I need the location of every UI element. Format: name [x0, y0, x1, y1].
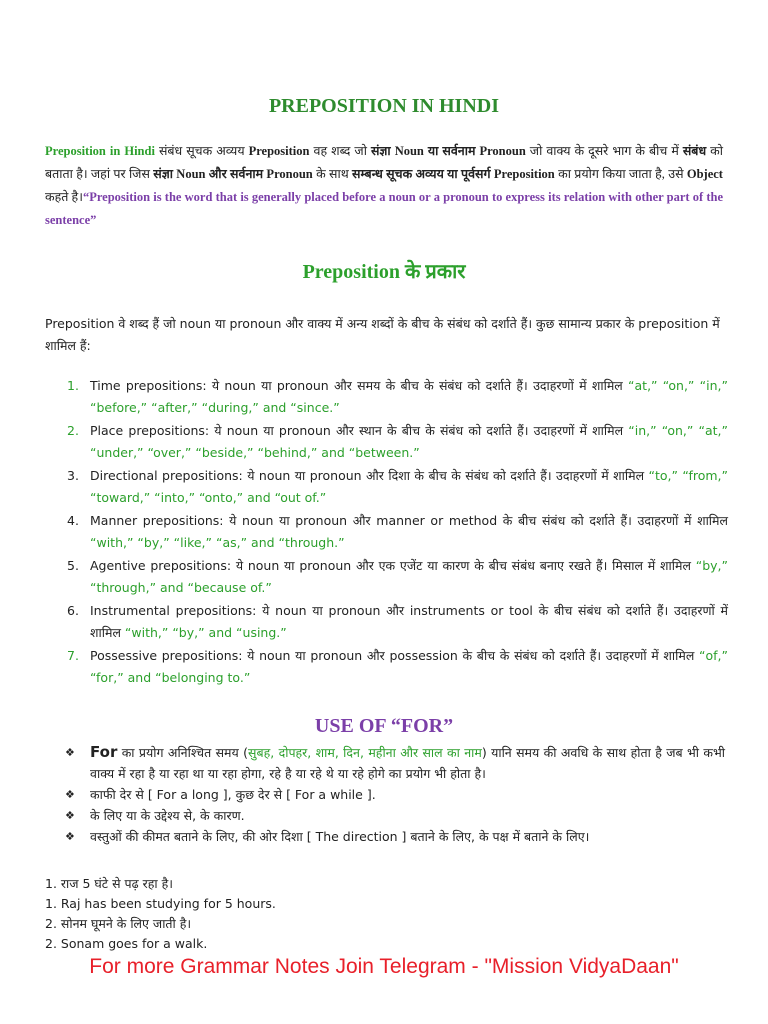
- bullet-text: ) यानि समय की अवधि के साथ होता है जब भी कभी वाक्य में रहा है या रहा था या रहा होगा, रहे है या रहे थे या रहे होगे का प्रयोग भी होता है।: [90, 745, 725, 781]
- bullet-item: [65, 742, 725, 784]
- intro-bold: संज्ञा Noun या सर्वनाम Pronoun: [370, 144, 526, 158]
- list-examples: “with,” “by,” and “using.”: [124, 625, 287, 640]
- bullet-item: [65, 805, 725, 826]
- list-item: [45, 465, 728, 509]
- types-list: [45, 375, 728, 690]
- bullet-text: के लिए या के उद्देश्य से, के कारण.: [90, 808, 245, 823]
- list-number: 4.: [67, 513, 79, 528]
- list-examples: “at,” “on,” “in,” “before,” “after,” “during,” and “since.”: [90, 378, 728, 415]
- intro-bold: Object: [686, 167, 723, 181]
- intro-bold: सम्बन्ध सूचक अव्यय या पूर्वसर्ग Preposition: [352, 167, 555, 181]
- bullet-text: काफी देर से [ For a long ], कुछ देर से [ For a while ].: [90, 787, 376, 802]
- types-heading: Preposition के प्रकार: [302, 261, 466, 283]
- footer-telegram-note: For more Grammar Notes Join Telegram - "Mission VidyaDaan": [89, 955, 679, 978]
- intro-bold: संबंध: [682, 144, 707, 158]
- list-text: Place prepositions: ये noun या pronoun और स्थान के बीच के संबंध को दर्शाते हैं। उदाहरणों में शामिल: [90, 423, 629, 438]
- page-title: PREPOSITION IN HINDI: [268, 95, 500, 117]
- diamond-bullet-icon: ❖: [65, 830, 75, 843]
- list-text: Manner prepositions: ये noun या pronoun और manner or method के बीच संबंध को दर्शाते हैं। उदाहरणों में शामिल: [90, 513, 728, 528]
- types-paragraph: Preposition वे शब्द हैं जो noun या pronoun और वाक्य में अन्य शब्दों के बीच के संबंध को दर्शाते हैं। कुछ सामान्य प्रकार के preposition में शामिल हैं:: [45, 316, 720, 353]
- list-examples: “by,” “through,” and “because of.”: [90, 558, 728, 595]
- list-number: 6.: [67, 603, 79, 618]
- list-text: Directional prepositions: ये noun या pronoun और दिशा के बीच के संबंध को दर्शाते हैं। उदाहरणों में शामिल: [90, 468, 649, 483]
- list-item: [45, 420, 728, 464]
- list-text: Possessive prepositions: ये noun या pronoun और possession के बीच के संबंध को दर्शाते हैं। उदाहरणों में शामिल: [90, 648, 700, 663]
- bullet-highlight: सुबह, दोपहर, शाम, दिन, महीना और साल का नाम: [248, 745, 482, 760]
- list-examples: “in,” “on,” “at,” “under,” “over,” “beside,” “behind,” and “between.”: [90, 423, 728, 460]
- diamond-bullet-icon: ❖: [65, 788, 75, 801]
- intro-definition-quote: “Preposition is the word that is generally placed before a noun or a pronoun to express its relation with other part of the sentence”: [45, 190, 723, 227]
- diamond-bullet-icon: ❖: [65, 746, 75, 759]
- bullet-item: [65, 784, 725, 805]
- bullet-bold: For: [90, 743, 118, 761]
- list-number: 5.: [67, 558, 79, 573]
- intro-text: जो वाक्य के दूसरे भाग के बीच में: [525, 144, 683, 158]
- list-text: Time prepositions: ये noun या pronoun और समय के बीच के संबंध को दर्शाते हैं। उदाहरणों में शामिल: [90, 378, 629, 393]
- list-number: 1.: [67, 378, 79, 393]
- examples: [45, 874, 276, 954]
- example-line: 1. Raj has been studying for 5 hours.: [45, 896, 276, 911]
- example-line: 2. सोनम घूमने के लिए जाती है।: [45, 916, 192, 931]
- intro-text: का प्रयोग किया जाता है, उसे: [554, 167, 687, 181]
- intro-text: के साथ: [312, 167, 353, 181]
- intro-text: कहते है।: [45, 190, 83, 204]
- intro-bold: संज्ञा Noun और सर्वनाम Pronoun: [153, 167, 313, 181]
- list-number: 3.: [67, 468, 79, 483]
- example-line: 2. Sonam goes for a walk.: [45, 936, 208, 951]
- list-item: [45, 555, 728, 599]
- diamond-bullet-icon: ❖: [65, 809, 75, 822]
- list-examples: “with,” “by,” “like,” “as,” and “through.”: [90, 535, 345, 550]
- intro-paragraph: [45, 140, 723, 232]
- bullet-text: का प्रयोग अनिश्चित समय (: [117, 745, 249, 760]
- list-item: [45, 600, 728, 644]
- intro-text: वह शब्द जो: [309, 144, 371, 158]
- use-of-for-heading: USE OF “FOR”: [314, 715, 454, 737]
- intro-text: संबंध सूचक अव्यय: [154, 144, 249, 158]
- list-text: Agentive prepositions: ये noun या pronoun और एक एजेंट या कारण के बीच संबंध बनाए रखते हैं। मिसाल में शामिल: [90, 558, 696, 573]
- list-examples: “of,” “for,” and “belonging to.”: [90, 648, 728, 685]
- list-number: 2.: [67, 423, 79, 438]
- intro-text: को बताता है। जहां पर जिस: [45, 144, 723, 181]
- list-item: [45, 375, 728, 419]
- use-of-for-bullets: [65, 742, 725, 847]
- example-line: 1. राज 5 घंटे से पढ़ रहा है।: [45, 876, 173, 891]
- intro-term: Preposition in Hindi: [45, 144, 155, 158]
- list-number: 7.: [67, 648, 79, 663]
- bullet-text: वस्तुओं की कीमत बताने के लिए, की ओर दिशा [ The direction ] बताने के लिए, के पक्ष में बताने के लिए।: [90, 829, 590, 844]
- list-item: [45, 510, 728, 554]
- list-item: [45, 645, 728, 689]
- list-text: Instrumental prepositions: ये noun या pronoun और instruments or tool के बीच संबंध को दर्शाते हैं। उदाहरणों में शामिल: [90, 603, 728, 640]
- list-examples: “to,” “from,” “toward,” “into,” “onto,” and “out of.”: [90, 468, 728, 505]
- intro-bold: Preposition: [248, 144, 310, 158]
- bullet-item: [65, 826, 725, 847]
